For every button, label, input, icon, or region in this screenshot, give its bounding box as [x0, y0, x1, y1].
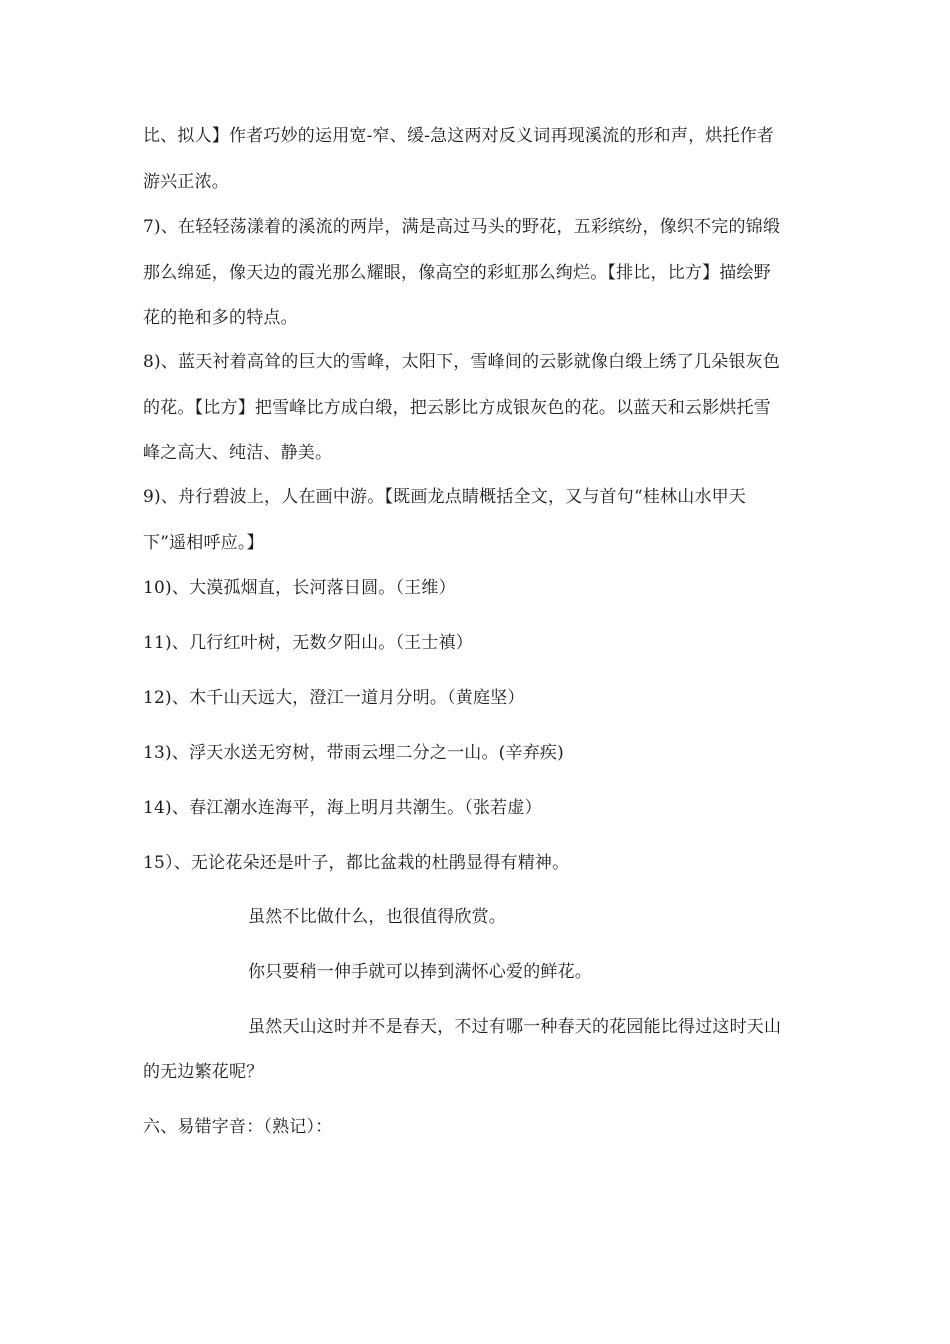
text-line: 比、拟人】作者巧妙的运用宽-窄、缓-急这两对反义词再现溪流的形和声，烘托作者	[143, 126, 775, 146]
text-line: 下”遥相呼应。】	[143, 533, 264, 553]
text-line: 虽然不比做什么，也很值得欣赏。	[248, 907, 506, 927]
text-line: 8)、蓝天衬着高耸的巨大的雪峰，太阳下，雪峰间的云影就像白缎上绣了几朵银灰色	[143, 352, 781, 372]
text-line: 9)、舟行碧波上，人在画中游。【既画龙点睛概括全文，又与首句“桂林山水甲天	[143, 487, 747, 507]
text-line: 11)、几行红叶树，无数夕阳山。（王士禛）	[143, 633, 473, 653]
text-line: 15）、无论花朵还是叶子，都比盆栽的杜鹃显得有精神。	[143, 853, 570, 873]
text-line: 游兴正浓。	[143, 172, 229, 192]
text-line: 10)、大漠孤烟直，长河落日圆。（王维）	[143, 578, 456, 598]
text-line: 的花。【比方】把雪峰比方成白缎，把云影比方成银灰色的花。以蓝天和云影烘托雪	[143, 398, 771, 418]
text-line: 12)、木千山天远大，澄江一道月分明。（黄庭坚）	[143, 688, 525, 708]
text-line: 那么绵延，像天边的霞光那么耀眼，像高空的彩虹那么绚烂。【排比，比方】描绘野	[143, 263, 771, 283]
text-line: 14)、春江潮水连海平，海上明月共潮生。（张若虚）	[143, 798, 542, 818]
text-line: 7)、在轻轻荡漾着的溪流的两岸，满是高过马头的野花，五彩缤纷，像织不完的锦缎	[143, 217, 781, 237]
section-heading: 六、易错字音：（熟记）：	[143, 1117, 333, 1137]
text-line: 13)、浮天水送无穷树，带雨云埋二分之一山。(辛弃疾)	[143, 743, 564, 763]
text-line: 的无边繁花呢？	[143, 1062, 264, 1082]
text-line: 峰之高大、纯洁、静美。	[143, 443, 333, 463]
text-line: 花的艳和多的特点。	[143, 308, 298, 328]
text-line: 你只要稍一伸手就可以捧到满怀心爱的鲜花。	[248, 962, 592, 982]
text-line: 虽然天山这时并不是春天，不过有哪一种春天的花园能比得过这时天山	[248, 1017, 782, 1037]
